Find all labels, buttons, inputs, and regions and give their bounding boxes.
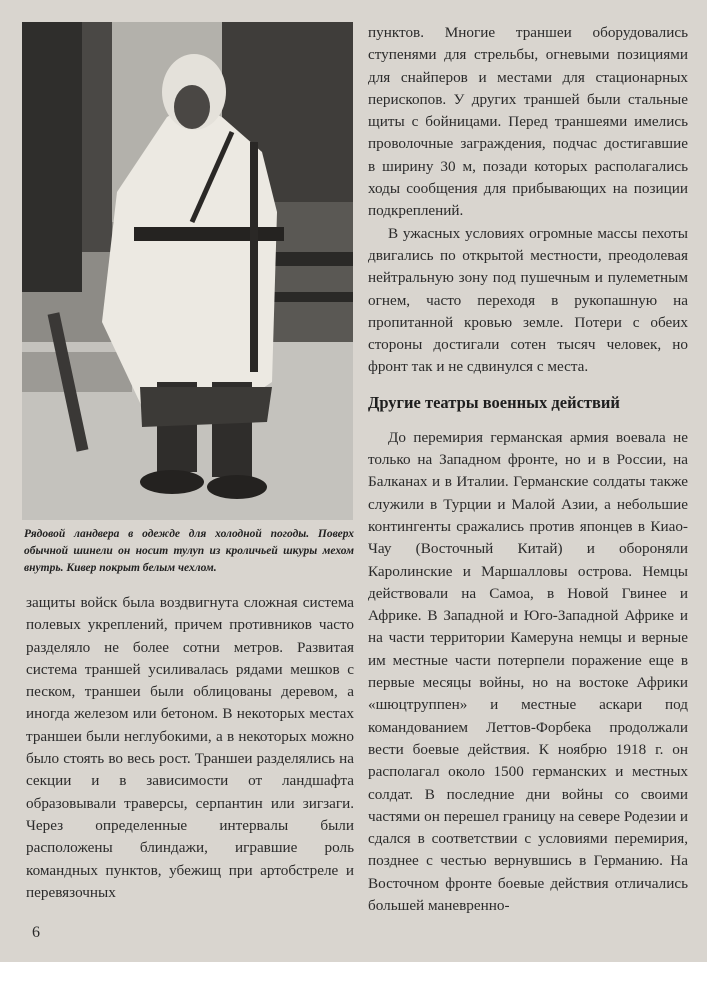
left-column	[26, 592, 354, 904]
soldier-photo	[22, 22, 353, 520]
section-heading: Другие театры военных действий	[368, 392, 620, 412]
right-paragraph-2: В ужасных условиях огромные массы пехоты двигались по открытой местности, преодолевая нейтральную зону под пушечным и пулеметным огнем, часто переходя в рукопашную на пропитанной кровью земле. Потери с обеих стороны достигали сотен тысяч человек, но фронт так и не сдвинулся с места.	[368, 224, 688, 376]
soldier-photo-image	[22, 22, 353, 520]
right-paragraph-3: До перемирия германская армия воевала не только на Западном фронте, но и в России, на Балканах и в Италии. Германские солдаты также служили в Турции и Малой Азии, а небольшие контингенты сражались против японцев в Киао-Чау (Восточный Китай) и обороняли Каролинские и Маршалловы острова. Немцы действовали на Самоа, в Новой Гвинее и Африке. В Западной и Юго-Западной Африке и на части территории Камеруна немцы и верные им местные части потерпели поражение еще в первые месяцы войны, но на востоке Африки «шюцтруппен» и местные аскари под командованием Леттов-Форбека продолжали вести боевые действия. К ноябрю 1918 г. он располагал около 1500 германских и местных солдат. В последние дни войны со своими частями он перешел границу на севере Родезии и сдался в соответствии с условиями перемирия, позднее с честью вернувшись в Германию. На Восточном фронте боевые действия отличались большей маневренно-	[368, 428, 688, 914]
photo-caption: Рядовой ландвера в одежде для холодной погоды. Поверх обычной шинели он носит тулуп из кроличьей шкуры мехом внутрь. Кивер покрыт белым чехлом.	[24, 528, 354, 574]
right-paragraph-1: пунктов. Многие траншеи оборудовались ступенями для стрельбы, огневыми позициями для снайперов и местами для стационарных перископов. У других траншей были стальные щиты с бойницами. Перед траншеями имелись проволочные заграждения, подчас достигавшие в ширину 30 м, позади которых располагались ходы сообщения для прибывающих на позиции подкреплений.	[368, 24, 688, 220]
left-paragraph-1: защиты войск была воздвигнута сложная система полевых укреплений, причем противников часто разделяло не более сотни метров. Развитая система траншей усиливалась рядами мешков с песком, траншеи были облицованы деревом, а иногда железом или бетоном. В некоторых местах траншеи были неглубокими, а в некоторых можно было стоять во весь рост. Траншеи разделялись на секции и в зависимости от ландшафта образовывали траверсы, серпантин или зигзаги. Через определенные интервалы были расположены блиндажи, игравшие роль командных пунктов, убежищ при артобстреле и перевязочных	[26, 594, 354, 901]
right-column	[368, 22, 688, 917]
page-number: 6	[32, 924, 40, 941]
